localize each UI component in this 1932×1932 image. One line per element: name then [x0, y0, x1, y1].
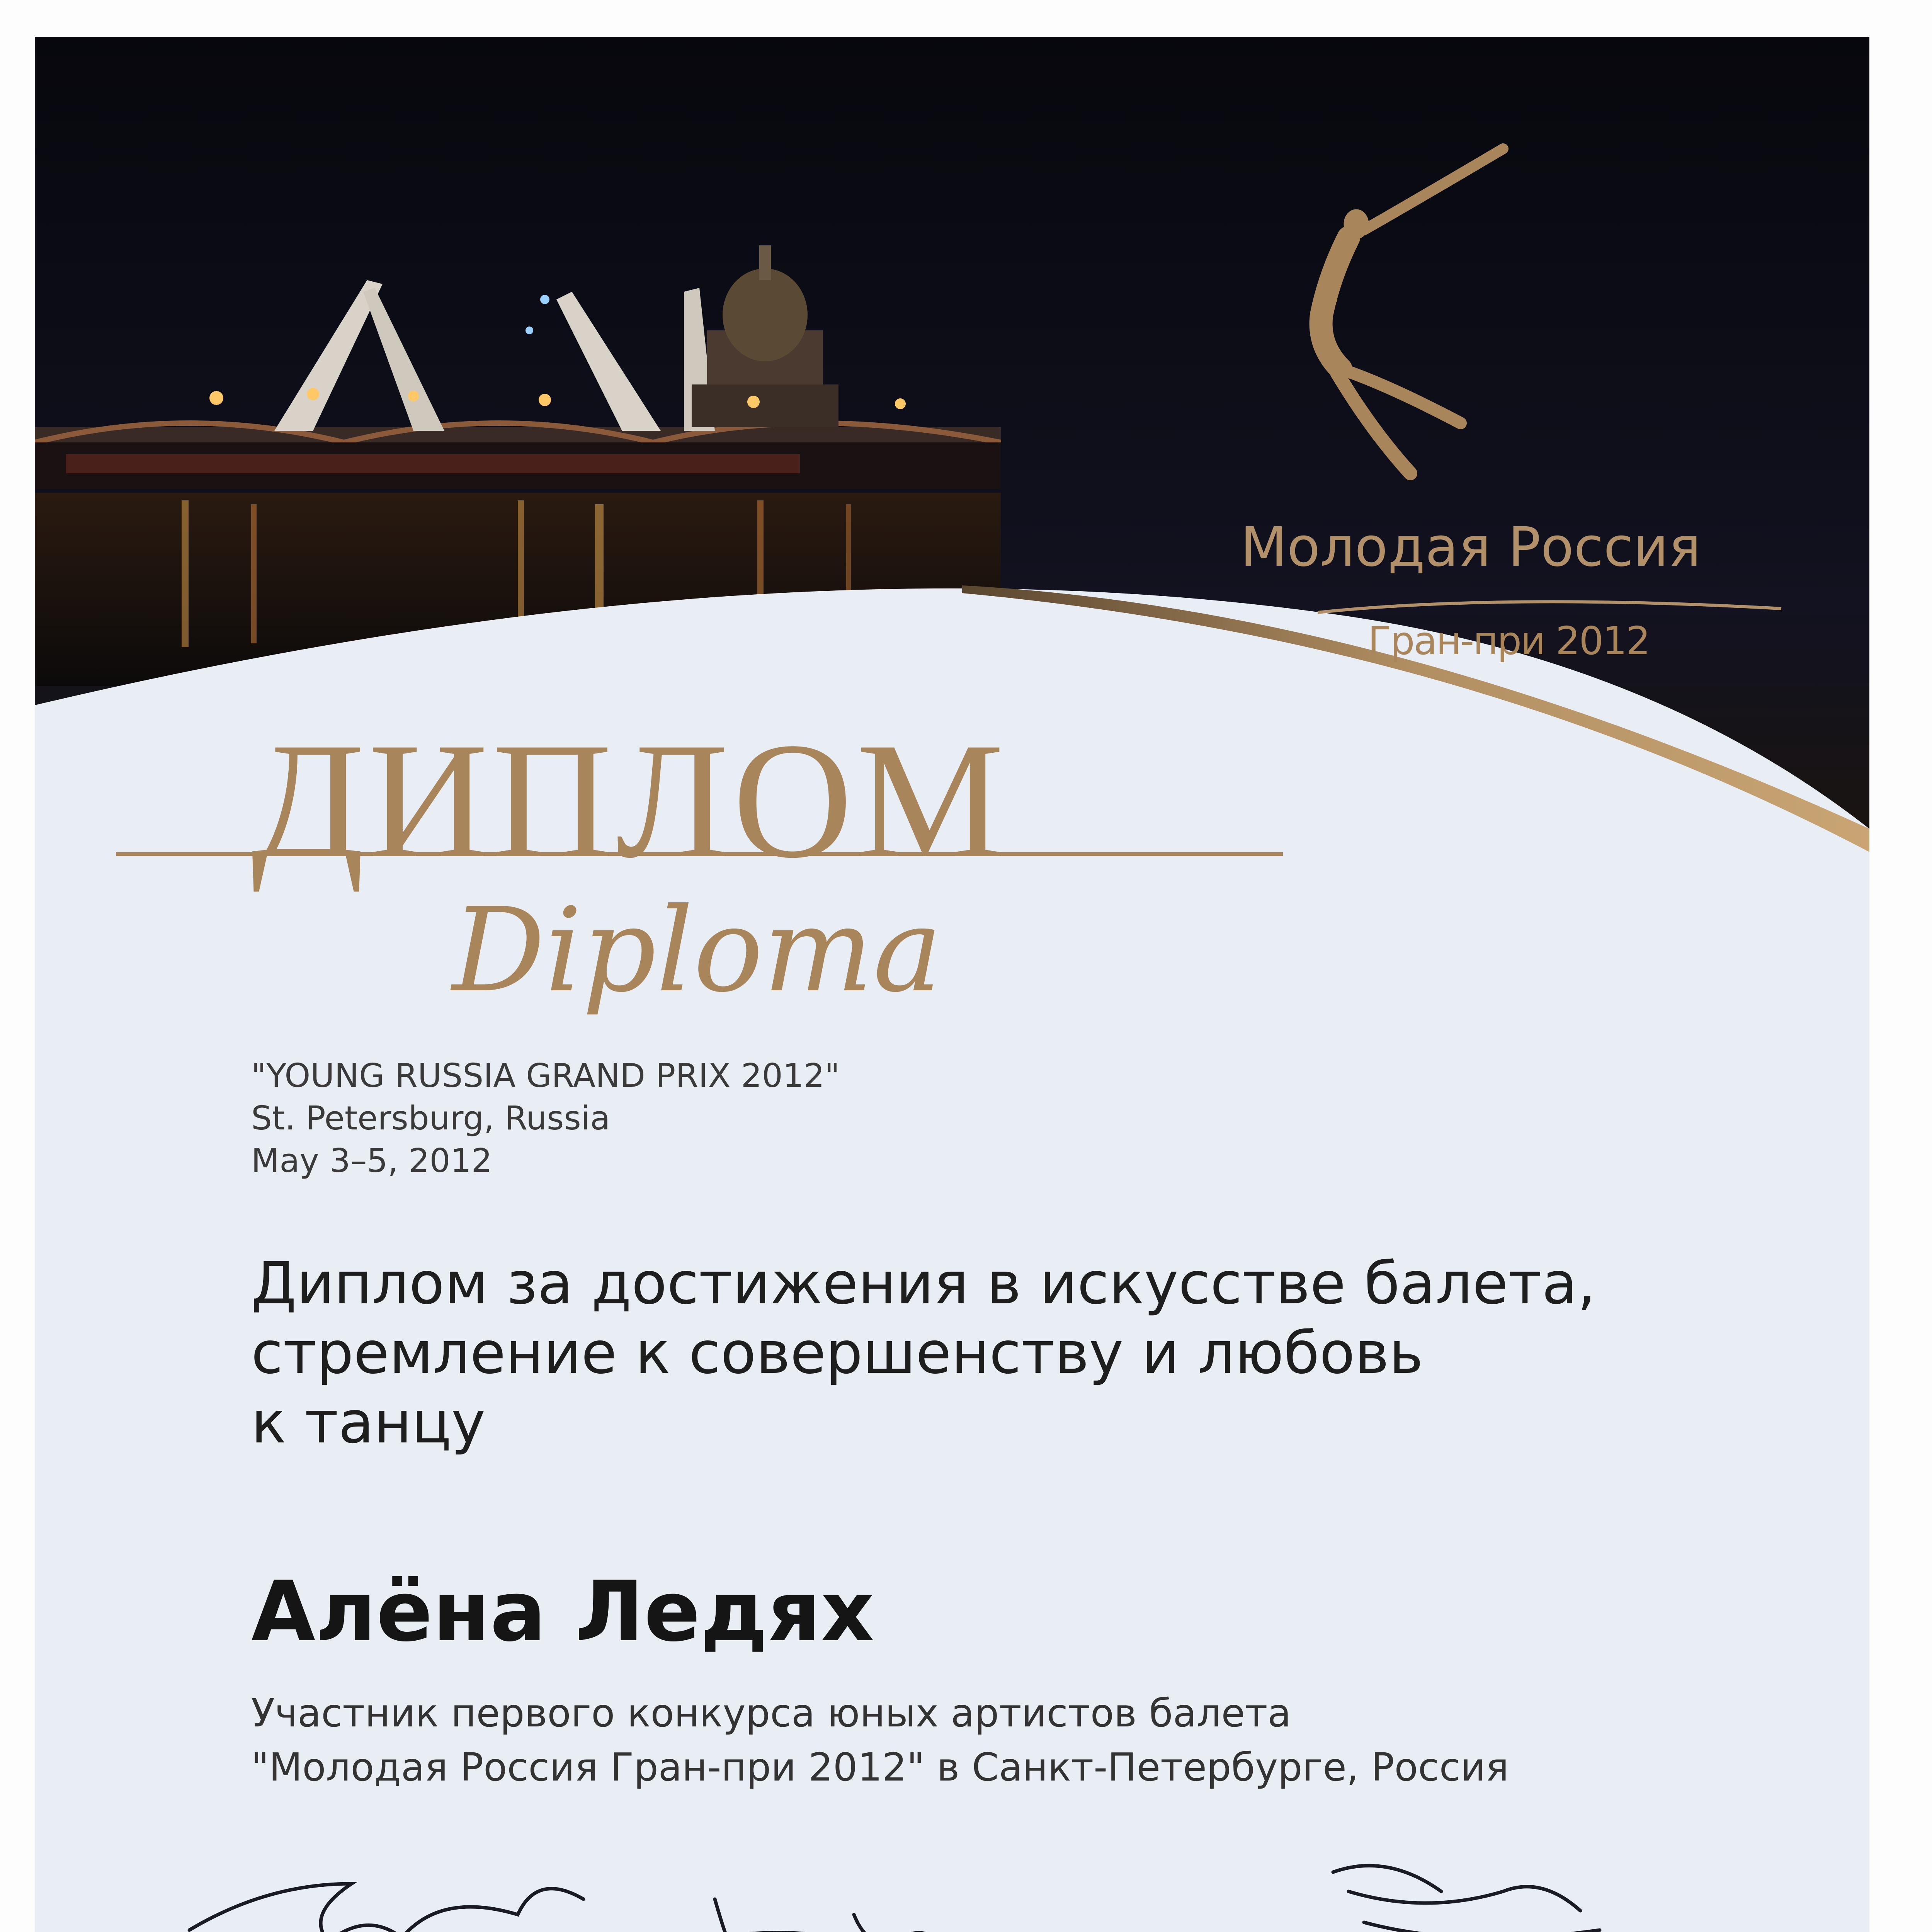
award-line-2: стремление к совершенству и любовь: [251, 1320, 1423, 1387]
brand-title: Молодая Россия: [1240, 516, 1701, 579]
event-place: St. Petersburg, Russia: [251, 1099, 611, 1138]
handwritten-signatures: [35, 37, 1869, 1932]
event-name: "YOUNG RUSSIA GRAND PRIX 2012": [251, 1057, 840, 1095]
diploma-heading-en: Diploma: [452, 883, 942, 1018]
participant-line-2: "Молодая Россия Гран-при 2012" в Санкт-Петербурге, Россия: [251, 1745, 1509, 1790]
diploma-heading-ru: ДИПЛОМ: [251, 709, 1008, 893]
participant-line-1: Участник первого конкурса юных артистов балета: [251, 1690, 1291, 1736]
award-line-1: Диплом за достижения в искусстве балета,: [251, 1250, 1596, 1317]
award-line-3: к танцу: [251, 1389, 486, 1456]
diploma-frame: [35, 37, 1869, 1932]
brand-subtitle: Гран-при 2012: [1368, 618, 1650, 663]
recipient-name: Алёна Ледях: [251, 1563, 874, 1660]
event-dates: May 3–5, 2012: [251, 1142, 492, 1180]
